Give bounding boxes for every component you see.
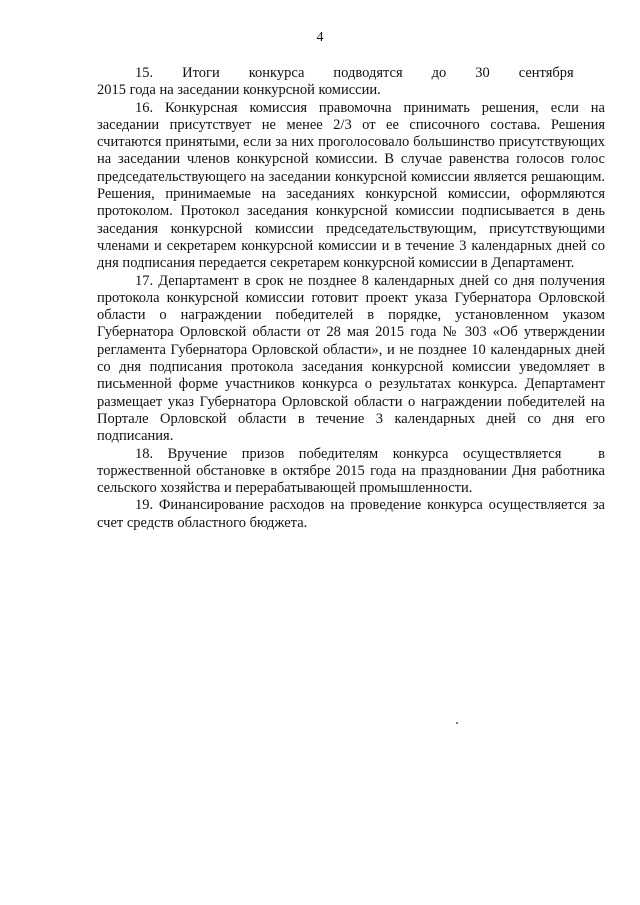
paragraph-19: 19. Финансирование расходов на проведение конкурса осуществляется за счет средств областного бюджета. — [97, 497, 605, 531]
paragraph-17: 17. Департамент в срок не позднее 8 календарных дней со дня получения протокола конкурсной комиссии готовит проект указа Губернатора Орловской области о награждении победителей в порядке, установленном указом Губернатора Орловской области от 28 мая 2015 года № 303 «Об утверждении регламента Губернатора Орловской области», и не позднее 10 календарных дней со дня подписания протокола заседания конкурсной комиссии уведомляет в письменной форме участников конкурса о результатах конкурса. Департамент размещает указ Губернатора Орловской области о награждении победителей на Портале Орловской области в течение 3 календарных дней со дня его подписания. — [97, 272, 605, 445]
paragraph-18: 18. Вручение призов победителям конкурса осуществляется в торжественной обстановке в октябре 2015 года на праздновании Дня работника сельского хозяйства и перерабатывающей промышленности. — [97, 445, 605, 497]
page-number: 4 — [316, 30, 324, 45]
paragraph-16: 16. Конкурсная комиссия правомочна принимать решения, если на заседании присутствует не менее 2/3 от ее списочного состава. Решения считаются принятыми, если за них проголосовало большинство присутствующих на заседании членов конкурсной комиссии. В случае равенства голосов голос председательствующего на заседании конкурсной комиссии является решающим. Решения, принимаемые на заседаниях конкурсной комиссии, оформляются протоколом. Протокол заседания конкурсной комиссии подписывается в день заседания конкурсной комиссии председательствующим, присутствующими членами и секретарем конкурсной комиссии и в течение 3 календарных дней со дня подписания передается секретарем конкурсной комиссии в Департамент. — [97, 99, 605, 272]
document-body — [97, 65, 605, 532]
scan-speck — [456, 722, 458, 724]
paragraph-15: 15. Итоги конкурса подводятся до 30 сентября 2015 года на заседании конкурсной комиссии. — [97, 65, 574, 99]
